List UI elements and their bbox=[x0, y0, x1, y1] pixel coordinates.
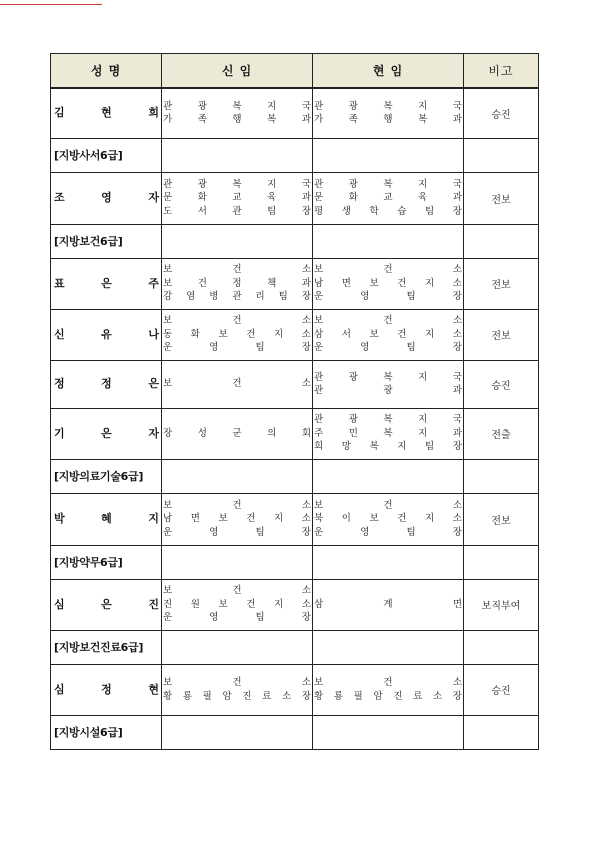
new-post-cell bbox=[162, 408, 313, 459]
top-rule bbox=[0, 4, 102, 5]
new-post-cell bbox=[162, 172, 313, 224]
current-post-line: 운 영 팀 장 bbox=[314, 291, 462, 303]
current-post-cell bbox=[313, 360, 464, 408]
empty-cell bbox=[162, 715, 313, 749]
current-post-line: 관 광 복 지 국 bbox=[314, 371, 462, 383]
person-name: 표 은 주 bbox=[54, 276, 159, 290]
new-post-line: 운 영 팀 장 bbox=[163, 526, 311, 538]
person-name-cell bbox=[51, 408, 162, 459]
person-name: 박 혜 지 bbox=[54, 512, 159, 525]
section-row bbox=[51, 224, 539, 258]
current-post-line: 황 룡 필 암 진 료 소 장 bbox=[314, 690, 462, 702]
new-post-line: 문 화 교 육 과 bbox=[163, 192, 311, 204]
new-post-line: 관 광 복 지 국 bbox=[163, 100, 311, 112]
person-name: 조 영 자 bbox=[54, 191, 159, 204]
table-row bbox=[51, 258, 539, 309]
current-post-line: 남 면 보 건 지 소 bbox=[314, 277, 462, 289]
empty-cell bbox=[313, 224, 464, 258]
section-label: [지방사서6급] bbox=[51, 138, 162, 172]
section-label: [지방의료기술6급] bbox=[51, 459, 162, 493]
remark-cell: 전보 bbox=[464, 172, 539, 224]
current-post-cell bbox=[313, 88, 464, 138]
current-post-line: 관 광 복 지 국 bbox=[314, 178, 462, 190]
person-name-cell bbox=[51, 493, 162, 545]
new-post-cell bbox=[162, 360, 313, 408]
empty-cell bbox=[162, 459, 313, 493]
person-name: 심 은 진 bbox=[54, 597, 159, 611]
current-post-cell bbox=[313, 664, 464, 715]
person-name: 기 은 자 bbox=[54, 426, 159, 440]
empty-cell bbox=[313, 138, 464, 172]
table-header-row bbox=[51, 54, 539, 89]
remark-cell: 전출 bbox=[464, 408, 539, 459]
current-post-line: 관 광 복 지 국 bbox=[314, 100, 462, 112]
header-remark: 비고 bbox=[464, 54, 539, 89]
current-post-line: 관 광 과 bbox=[314, 385, 462, 396]
remark-cell: 승진 bbox=[464, 664, 539, 715]
table-body bbox=[51, 88, 539, 749]
header-name: 성 명 bbox=[51, 54, 162, 89]
current-post-cell bbox=[313, 172, 464, 224]
new-post-cell bbox=[162, 258, 313, 309]
current-post-line: 문 화 교 육 과 bbox=[314, 192, 462, 204]
new-post-cell bbox=[162, 309, 313, 360]
new-post-line: 보 건 소 bbox=[163, 677, 311, 688]
personnel-table bbox=[50, 53, 539, 750]
section-row bbox=[51, 630, 539, 664]
current-post-line: 보 건 소 bbox=[314, 264, 462, 276]
remark-cell: 전보 bbox=[464, 309, 539, 360]
new-post-line: 가 족 행 복 과 bbox=[163, 114, 311, 126]
new-post-line: 동 화 보 건 지 소 bbox=[163, 328, 311, 340]
person-name-cell bbox=[51, 579, 162, 630]
current-post-line: 삼 계 면 bbox=[314, 598, 462, 610]
current-post-cell bbox=[313, 579, 464, 630]
new-post-line: 장 성 군 의 회 bbox=[163, 427, 311, 439]
current-post-line: 삼 서 보 건 지 소 bbox=[314, 328, 462, 340]
empty-cell bbox=[162, 138, 313, 172]
table-row bbox=[51, 360, 539, 408]
person-name-cell bbox=[51, 258, 162, 309]
remark-cell: 보직부여 bbox=[464, 579, 539, 630]
empty-cell bbox=[464, 715, 539, 749]
person-name: 심 정 현 bbox=[54, 682, 159, 696]
new-post-line: 보 건 소 bbox=[163, 585, 311, 597]
section-label: [지방보건진료6급] bbox=[51, 630, 162, 664]
current-post-line: 북 이 보 건 지 소 bbox=[314, 513, 462, 525]
current-post-cell bbox=[313, 258, 464, 309]
new-post-line: 남 면 보 건 지 소 bbox=[163, 513, 311, 525]
table-row bbox=[51, 88, 539, 138]
current-post-cell bbox=[313, 408, 464, 459]
section-label: [지방시설6급] bbox=[51, 715, 162, 749]
new-post-line: 운 영 팀 장 bbox=[163, 342, 311, 354]
person-name: 김 현 희 bbox=[54, 106, 159, 120]
new-post-line: 진 원 보 건 지 소 bbox=[163, 598, 311, 610]
new-post-line: 보 건 소 bbox=[163, 378, 311, 390]
table-row bbox=[51, 408, 539, 459]
remark-cell: 승진 bbox=[464, 360, 539, 408]
empty-cell bbox=[464, 545, 539, 579]
table-row bbox=[51, 579, 539, 630]
current-post-line: 보 건 소 bbox=[314, 315, 462, 327]
new-post-cell bbox=[162, 88, 313, 138]
section-row bbox=[51, 459, 539, 493]
table-row bbox=[51, 493, 539, 545]
remark-cell: 전보 bbox=[464, 493, 539, 545]
new-post-line: 보 건 정 책 과 bbox=[163, 277, 311, 289]
table-row bbox=[51, 172, 539, 224]
new-post-line: 보 건 소 bbox=[163, 264, 311, 276]
empty-cell bbox=[464, 459, 539, 493]
empty-cell bbox=[464, 224, 539, 258]
remark-cell: 전보 bbox=[464, 258, 539, 309]
table-row bbox=[51, 664, 539, 715]
current-post-line: 운 영 팀 장 bbox=[314, 526, 462, 538]
current-post-cell bbox=[313, 493, 464, 545]
empty-cell bbox=[313, 545, 464, 579]
current-post-line: 희 망 복 지 팀 장 bbox=[314, 441, 462, 453]
header-current-post: 현 임 bbox=[313, 54, 464, 89]
current-post-line: 관 광 복 지 국 bbox=[314, 414, 462, 426]
new-post-cell bbox=[162, 493, 313, 545]
person-name-cell bbox=[51, 172, 162, 224]
person-name-cell bbox=[51, 664, 162, 715]
empty-cell bbox=[313, 459, 464, 493]
empty-cell bbox=[464, 138, 539, 172]
empty-cell bbox=[313, 715, 464, 749]
current-post-line: 보 건 소 bbox=[314, 499, 462, 511]
person-name-cell bbox=[51, 360, 162, 408]
new-post-cell bbox=[162, 579, 313, 630]
current-post-line: 가 족 행 복 과 bbox=[314, 114, 462, 126]
current-post-cell bbox=[313, 309, 464, 360]
person-name-cell bbox=[51, 88, 162, 138]
person-name-cell bbox=[51, 309, 162, 360]
new-post-line: 황 룡 필 암 진 료 소 장 bbox=[163, 690, 311, 702]
current-post-line: 운 영 팀 장 bbox=[314, 342, 462, 354]
section-label: [지방보건6급] bbox=[51, 224, 162, 258]
empty-cell bbox=[162, 224, 313, 258]
current-post-line: 주 민 복 지 과 bbox=[314, 427, 462, 439]
remark-cell: 승진 bbox=[464, 88, 539, 138]
section-label: [지방약무6급] bbox=[51, 545, 162, 579]
empty-cell bbox=[464, 630, 539, 664]
new-post-line: 도 서 관 팀 장 bbox=[163, 205, 311, 217]
section-row bbox=[51, 545, 539, 579]
new-post-line: 보 건 소 bbox=[163, 499, 311, 511]
current-post-line: 보 건 소 bbox=[314, 677, 462, 688]
table-row bbox=[51, 309, 539, 360]
header-new-post: 신 임 bbox=[162, 54, 313, 89]
new-post-line: 보 건 소 bbox=[163, 315, 311, 327]
new-post-line: 운 영 팀 장 bbox=[163, 612, 311, 624]
new-post-cell bbox=[162, 664, 313, 715]
empty-cell bbox=[162, 545, 313, 579]
new-post-line: 관 광 복 지 국 bbox=[163, 178, 311, 190]
person-name: 정 정 은 bbox=[54, 377, 159, 390]
new-post-line: 감 염 병 관 리 팀 장 bbox=[163, 291, 311, 303]
current-post-line: 평 생 학 습 팀 장 bbox=[314, 205, 462, 217]
empty-cell bbox=[162, 630, 313, 664]
person-name: 신 유 나 bbox=[54, 327, 159, 341]
empty-cell bbox=[313, 630, 464, 664]
section-row bbox=[51, 138, 539, 172]
section-row bbox=[51, 715, 539, 749]
